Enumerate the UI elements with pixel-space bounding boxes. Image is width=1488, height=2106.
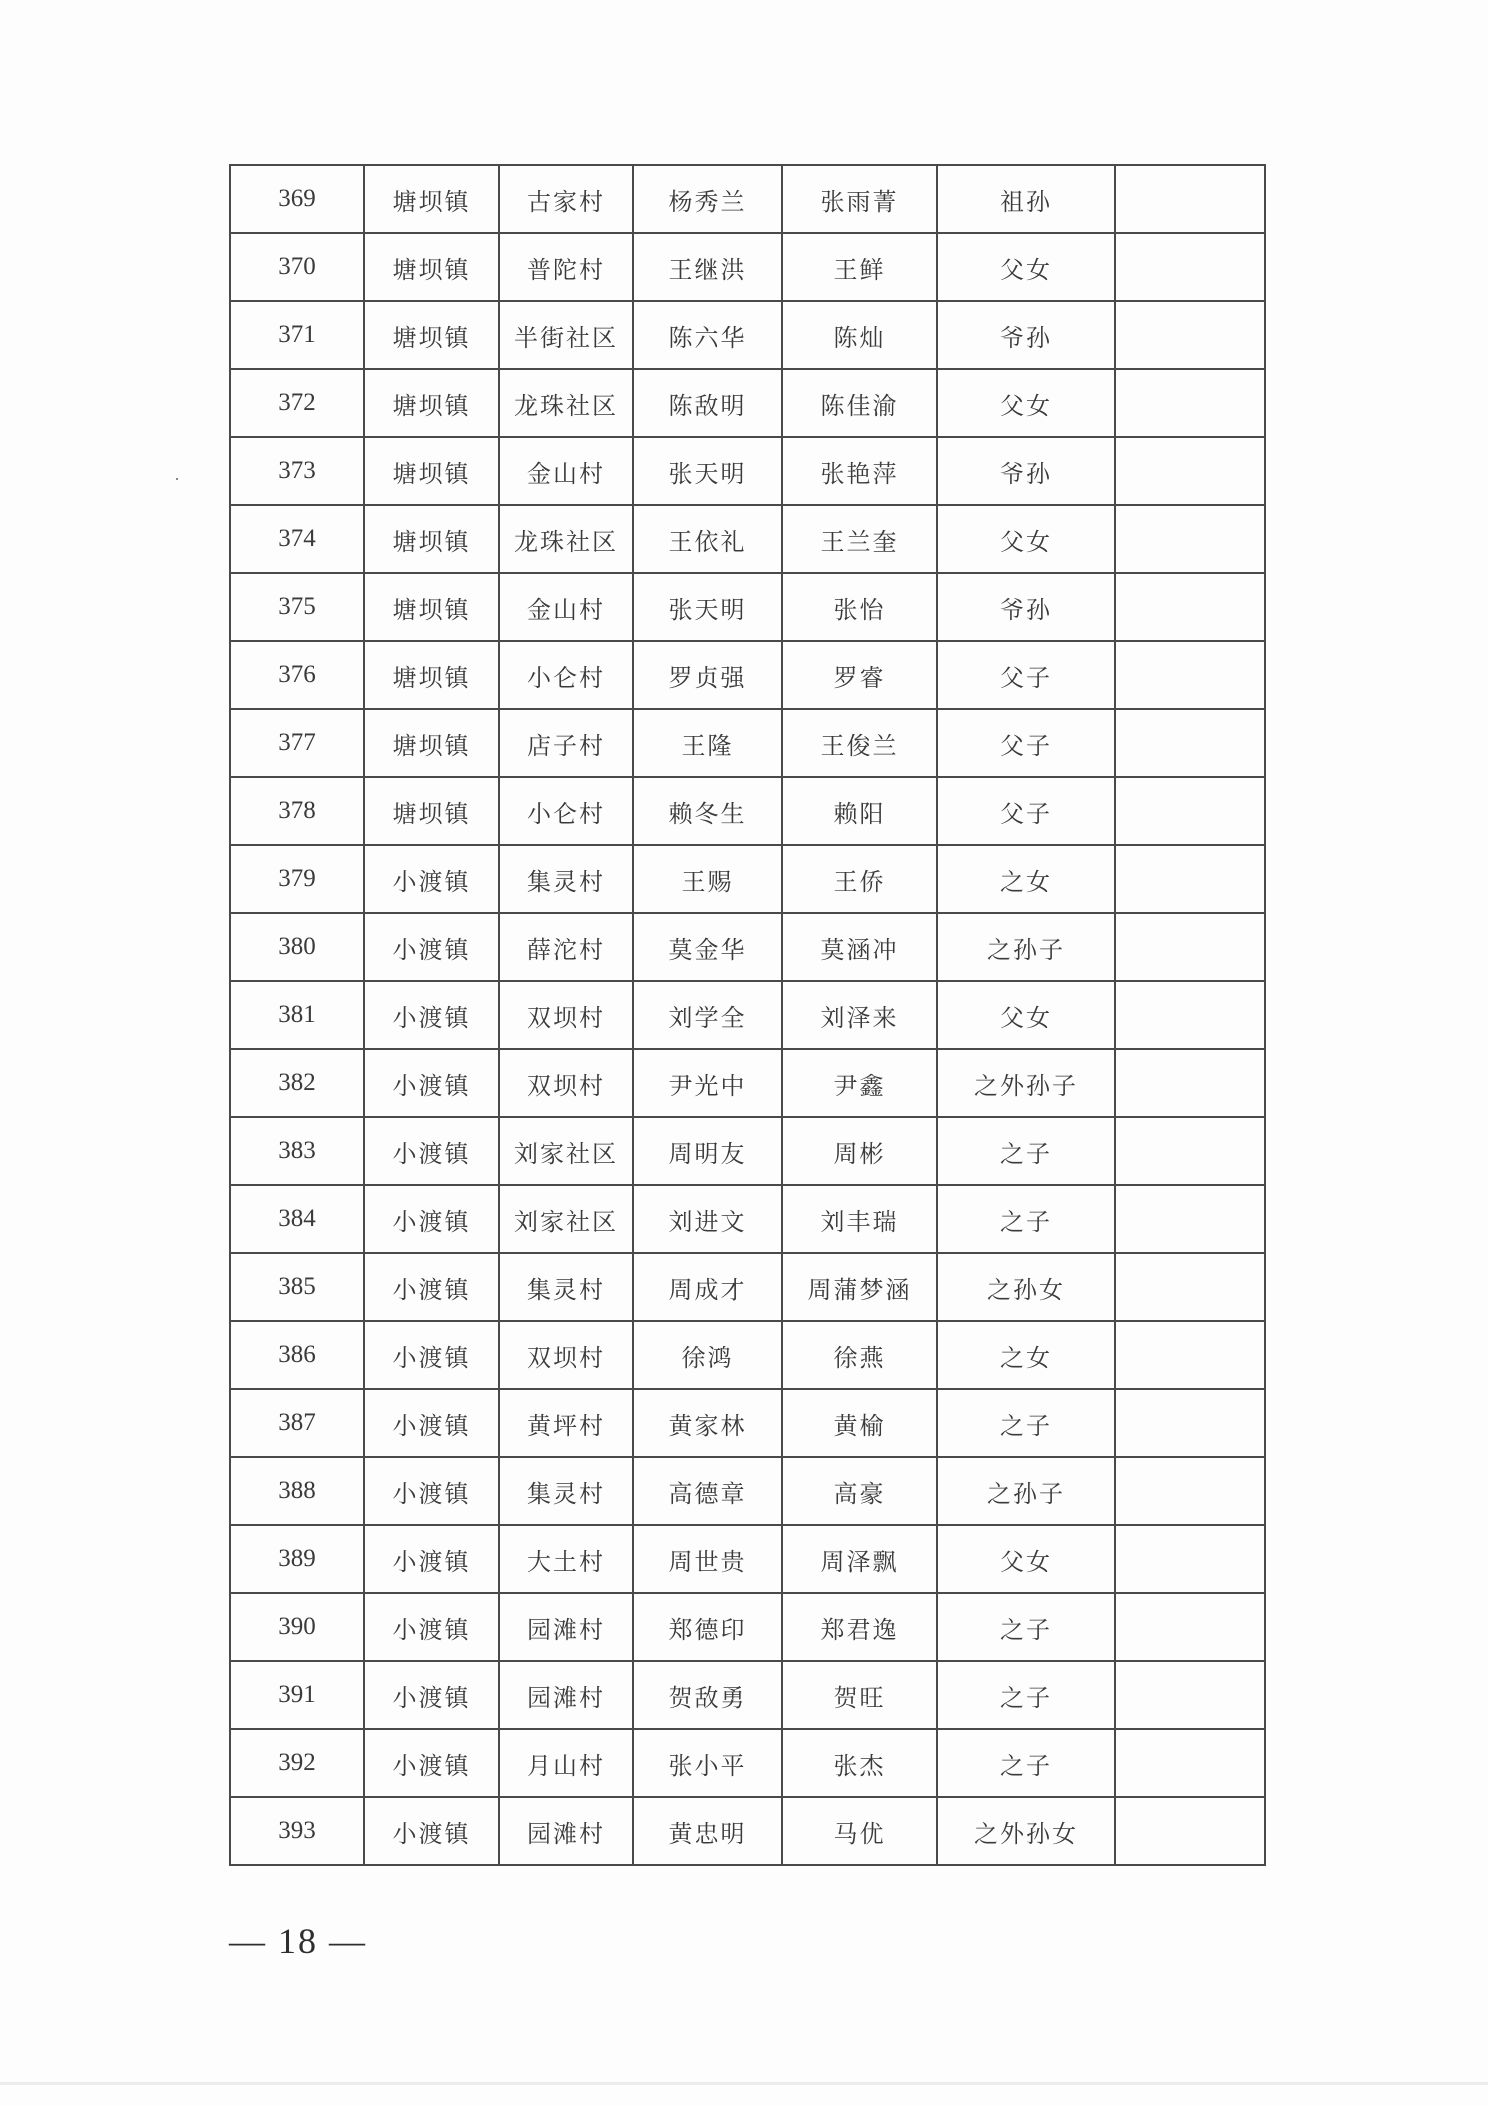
table-row — [230, 1661, 1265, 1729]
cell-village: 园滩村 — [499, 1661, 633, 1729]
cell-town: 小渡镇 — [364, 1389, 499, 1457]
cell-remarks — [1115, 369, 1265, 437]
cell-village: 金山村 — [499, 573, 633, 641]
cell-child-name: 马优 — [782, 1797, 937, 1865]
cell-relationship: 之孙子 — [937, 913, 1115, 981]
cell-relationship: 之子 — [937, 1117, 1115, 1185]
cell-parent-name: 张小平 — [633, 1729, 782, 1797]
cell-parent-name: 周成才 — [633, 1253, 782, 1321]
cell-child-name: 陈灿 — [782, 301, 937, 369]
cell-village: 古家村 — [499, 165, 633, 233]
cell-relationship: 父子 — [937, 641, 1115, 709]
cell-parent-name: 周世贵 — [633, 1525, 782, 1593]
cell-relationship: 之子 — [937, 1593, 1115, 1661]
cell-village: 普陀村 — [499, 233, 633, 301]
cell-parent-name: 高德章 — [633, 1457, 782, 1525]
cell-row-number: 370 — [230, 233, 364, 301]
table-row — [230, 845, 1265, 913]
cell-remarks — [1115, 845, 1265, 913]
cell-child-name: 刘丰瑞 — [782, 1185, 937, 1253]
cell-parent-name: 徐鸿 — [633, 1321, 782, 1389]
cell-child-name: 王鲜 — [782, 233, 937, 301]
cell-village: 刘家社区 — [499, 1117, 633, 1185]
cell-town: 小渡镇 — [364, 981, 499, 1049]
cell-row-number: 381 — [230, 981, 364, 1049]
cell-parent-name: 周明友 — [633, 1117, 782, 1185]
cell-row-number: 385 — [230, 1253, 364, 1321]
cell-relationship: 父女 — [937, 1525, 1115, 1593]
cell-row-number: 378 — [230, 777, 364, 845]
cell-remarks — [1115, 1729, 1265, 1797]
cell-relationship: 之外孙子 — [937, 1049, 1115, 1117]
table-row — [230, 1253, 1265, 1321]
table-row — [230, 777, 1265, 845]
cell-row-number: 371 — [230, 301, 364, 369]
cell-relationship: 父女 — [937, 233, 1115, 301]
table-row — [230, 573, 1265, 641]
cell-child-name: 张杰 — [782, 1729, 937, 1797]
cell-remarks — [1115, 1457, 1265, 1525]
cell-child-name: 郑君逸 — [782, 1593, 937, 1661]
cell-parent-name: 莫金华 — [633, 913, 782, 981]
cell-remarks — [1115, 1525, 1265, 1593]
cell-remarks — [1115, 301, 1265, 369]
cell-row-number: 387 — [230, 1389, 364, 1457]
cell-village: 双坝村 — [499, 1321, 633, 1389]
cell-row-number: 383 — [230, 1117, 364, 1185]
cell-relationship: 父女 — [937, 369, 1115, 437]
cell-town: 塘坝镇 — [364, 709, 499, 777]
cell-village: 园滩村 — [499, 1593, 633, 1661]
cell-village: 薛沱村 — [499, 913, 633, 981]
cell-relationship: 之女 — [937, 845, 1115, 913]
cell-village: 龙珠社区 — [499, 505, 633, 573]
cell-remarks — [1115, 1661, 1265, 1729]
cell-parent-name: 黄家林 — [633, 1389, 782, 1457]
cell-child-name: 罗睿 — [782, 641, 937, 709]
cell-parent-name: 郑德印 — [633, 1593, 782, 1661]
cell-child-name: 周蒲梦涵 — [782, 1253, 937, 1321]
cell-relationship: 之子 — [937, 1389, 1115, 1457]
cell-village: 集灵村 — [499, 1457, 633, 1525]
table-row — [230, 233, 1265, 301]
cell-relationship: 之女 — [937, 1321, 1115, 1389]
cell-parent-name: 陈六华 — [633, 301, 782, 369]
table-row — [230, 505, 1265, 573]
cell-relationship: 父女 — [937, 505, 1115, 573]
cell-relationship: 父子 — [937, 777, 1115, 845]
cell-village: 双坝村 — [499, 1049, 633, 1117]
cell-parent-name: 罗贞强 — [633, 641, 782, 709]
table-row — [230, 301, 1265, 369]
cell-row-number: 391 — [230, 1661, 364, 1729]
cell-child-name: 周泽飘 — [782, 1525, 937, 1593]
cell-village: 大土村 — [499, 1525, 633, 1593]
cell-parent-name: 张天明 — [633, 437, 782, 505]
cell-remarks — [1115, 981, 1265, 1049]
cell-row-number: 388 — [230, 1457, 364, 1525]
cell-relationship: 之外孙女 — [937, 1797, 1115, 1865]
cell-child-name: 陈佳渝 — [782, 369, 937, 437]
scan-edge-line — [0, 2082, 1488, 2085]
cell-remarks — [1115, 1797, 1265, 1865]
cell-row-number: 377 — [230, 709, 364, 777]
cell-child-name: 尹鑫 — [782, 1049, 937, 1117]
cell-child-name: 黄榆 — [782, 1389, 937, 1457]
cell-remarks — [1115, 777, 1265, 845]
cell-child-name: 徐燕 — [782, 1321, 937, 1389]
cell-child-name: 张艳萍 — [782, 437, 937, 505]
cell-relationship: 爷孙 — [937, 301, 1115, 369]
cell-village: 集灵村 — [499, 845, 633, 913]
cell-row-number: 373 — [230, 437, 364, 505]
scan-speck — [176, 478, 178, 480]
cell-remarks — [1115, 1253, 1265, 1321]
cell-village: 刘家社区 — [499, 1185, 633, 1253]
cell-town: 小渡镇 — [364, 1525, 499, 1593]
cell-parent-name: 黄忠明 — [633, 1797, 782, 1865]
cell-town: 塘坝镇 — [364, 437, 499, 505]
cell-remarks — [1115, 233, 1265, 301]
cell-remarks — [1115, 165, 1265, 233]
cell-town: 小渡镇 — [364, 913, 499, 981]
cell-relationship: 之子 — [937, 1729, 1115, 1797]
cell-parent-name: 赖冬生 — [633, 777, 782, 845]
cell-remarks — [1115, 641, 1265, 709]
cell-child-name: 张雨菁 — [782, 165, 937, 233]
cell-row-number: 372 — [230, 369, 364, 437]
cell-remarks — [1115, 709, 1265, 777]
cell-child-name: 王侨 — [782, 845, 937, 913]
cell-town: 小渡镇 — [364, 1049, 499, 1117]
cell-row-number: 376 — [230, 641, 364, 709]
cell-child-name: 张怡 — [782, 573, 937, 641]
cell-town: 塘坝镇 — [364, 641, 499, 709]
cell-remarks — [1115, 913, 1265, 981]
table-row — [230, 1321, 1265, 1389]
cell-remarks — [1115, 1593, 1265, 1661]
cell-relationship: 之孙女 — [937, 1253, 1115, 1321]
cell-town: 小渡镇 — [364, 1253, 499, 1321]
cell-remarks — [1115, 1321, 1265, 1389]
cell-village: 龙珠社区 — [499, 369, 633, 437]
cell-village: 园滩村 — [499, 1797, 633, 1865]
table-row — [230, 1593, 1265, 1661]
cell-parent-name: 王赐 — [633, 845, 782, 913]
table-row — [230, 641, 1265, 709]
table-row — [230, 709, 1265, 777]
cell-row-number: 380 — [230, 913, 364, 981]
cell-town: 塘坝镇 — [364, 369, 499, 437]
records-table-body — [230, 165, 1265, 1865]
cell-town: 小渡镇 — [364, 1185, 499, 1253]
cell-child-name: 刘泽来 — [782, 981, 937, 1049]
cell-row-number: 382 — [230, 1049, 364, 1117]
cell-village: 小仑村 — [499, 641, 633, 709]
table-row — [230, 1117, 1265, 1185]
cell-remarks — [1115, 505, 1265, 573]
table-row — [230, 1049, 1265, 1117]
cell-town: 塘坝镇 — [364, 301, 499, 369]
cell-parent-name: 尹光中 — [633, 1049, 782, 1117]
cell-child-name: 高豪 — [782, 1457, 937, 1525]
cell-remarks — [1115, 573, 1265, 641]
cell-row-number: 393 — [230, 1797, 364, 1865]
cell-row-number: 379 — [230, 845, 364, 913]
cell-row-number: 392 — [230, 1729, 364, 1797]
table-row — [230, 1389, 1265, 1457]
cell-village: 小仑村 — [499, 777, 633, 845]
table-row — [230, 1729, 1265, 1797]
cell-relationship: 爷孙 — [937, 437, 1115, 505]
cell-town: 小渡镇 — [364, 1797, 499, 1865]
cell-parent-name: 王隆 — [633, 709, 782, 777]
cell-town: 小渡镇 — [364, 1321, 499, 1389]
cell-relationship: 之子 — [937, 1185, 1115, 1253]
cell-row-number: 384 — [230, 1185, 364, 1253]
cell-parent-name: 陈敌明 — [633, 369, 782, 437]
table-row — [230, 165, 1265, 233]
cell-parent-name: 张天明 — [633, 573, 782, 641]
cell-remarks — [1115, 1049, 1265, 1117]
cell-relationship: 之子 — [937, 1661, 1115, 1729]
cell-relationship: 父女 — [937, 981, 1115, 1049]
cell-parent-name: 贺敌勇 — [633, 1661, 782, 1729]
records-table — [229, 164, 1266, 1866]
cell-village: 月山村 — [499, 1729, 633, 1797]
cell-parent-name: 王继洪 — [633, 233, 782, 301]
cell-remarks — [1115, 1117, 1265, 1185]
cell-village: 金山村 — [499, 437, 633, 505]
table-row — [230, 913, 1265, 981]
cell-relationship: 爷孙 — [937, 573, 1115, 641]
cell-row-number: 389 — [230, 1525, 364, 1593]
cell-village: 双坝村 — [499, 981, 633, 1049]
cell-town: 小渡镇 — [364, 845, 499, 913]
cell-town: 小渡镇 — [364, 1593, 499, 1661]
cell-row-number: 390 — [230, 1593, 364, 1661]
cell-town: 小渡镇 — [364, 1661, 499, 1729]
cell-parent-name: 刘进文 — [633, 1185, 782, 1253]
cell-remarks — [1115, 1389, 1265, 1457]
table-row — [230, 1185, 1265, 1253]
table-row — [230, 1797, 1265, 1865]
cell-remarks — [1115, 1185, 1265, 1253]
cell-parent-name: 杨秀兰 — [633, 165, 782, 233]
cell-row-number: 369 — [230, 165, 364, 233]
cell-relationship: 之孙子 — [937, 1457, 1115, 1525]
cell-parent-name: 刘学全 — [633, 981, 782, 1049]
cell-row-number: 386 — [230, 1321, 364, 1389]
cell-relationship: 祖孙 — [937, 165, 1115, 233]
cell-town: 小渡镇 — [364, 1457, 499, 1525]
table-row — [230, 1457, 1265, 1525]
table-row — [230, 981, 1265, 1049]
cell-village: 店子村 — [499, 709, 633, 777]
cell-child-name: 贺旺 — [782, 1661, 937, 1729]
cell-row-number: 375 — [230, 573, 364, 641]
cell-town: 塘坝镇 — [364, 233, 499, 301]
cell-remarks — [1115, 437, 1265, 505]
page-number: — 18 — — [229, 1921, 367, 1961]
cell-town: 塘坝镇 — [364, 165, 499, 233]
cell-child-name: 王兰奎 — [782, 505, 937, 573]
table-row — [230, 369, 1265, 437]
cell-row-number: 374 — [230, 505, 364, 573]
cell-town: 小渡镇 — [364, 1729, 499, 1797]
table-row — [230, 1525, 1265, 1593]
cell-child-name: 莫涵冲 — [782, 913, 937, 981]
cell-village: 半街社区 — [499, 301, 633, 369]
cell-relationship: 父子 — [937, 709, 1115, 777]
cell-town: 塘坝镇 — [364, 777, 499, 845]
table-row — [230, 437, 1265, 505]
cell-village: 集灵村 — [499, 1253, 633, 1321]
cell-child-name: 周彬 — [782, 1117, 937, 1185]
cell-town: 塘坝镇 — [364, 573, 499, 641]
cell-village: 黄坪村 — [499, 1389, 633, 1457]
cell-child-name: 赖阳 — [782, 777, 937, 845]
cell-child-name: 王俊兰 — [782, 709, 937, 777]
cell-parent-name: 王依礼 — [633, 505, 782, 573]
cell-town: 小渡镇 — [364, 1117, 499, 1185]
cell-town: 塘坝镇 — [364, 505, 499, 573]
